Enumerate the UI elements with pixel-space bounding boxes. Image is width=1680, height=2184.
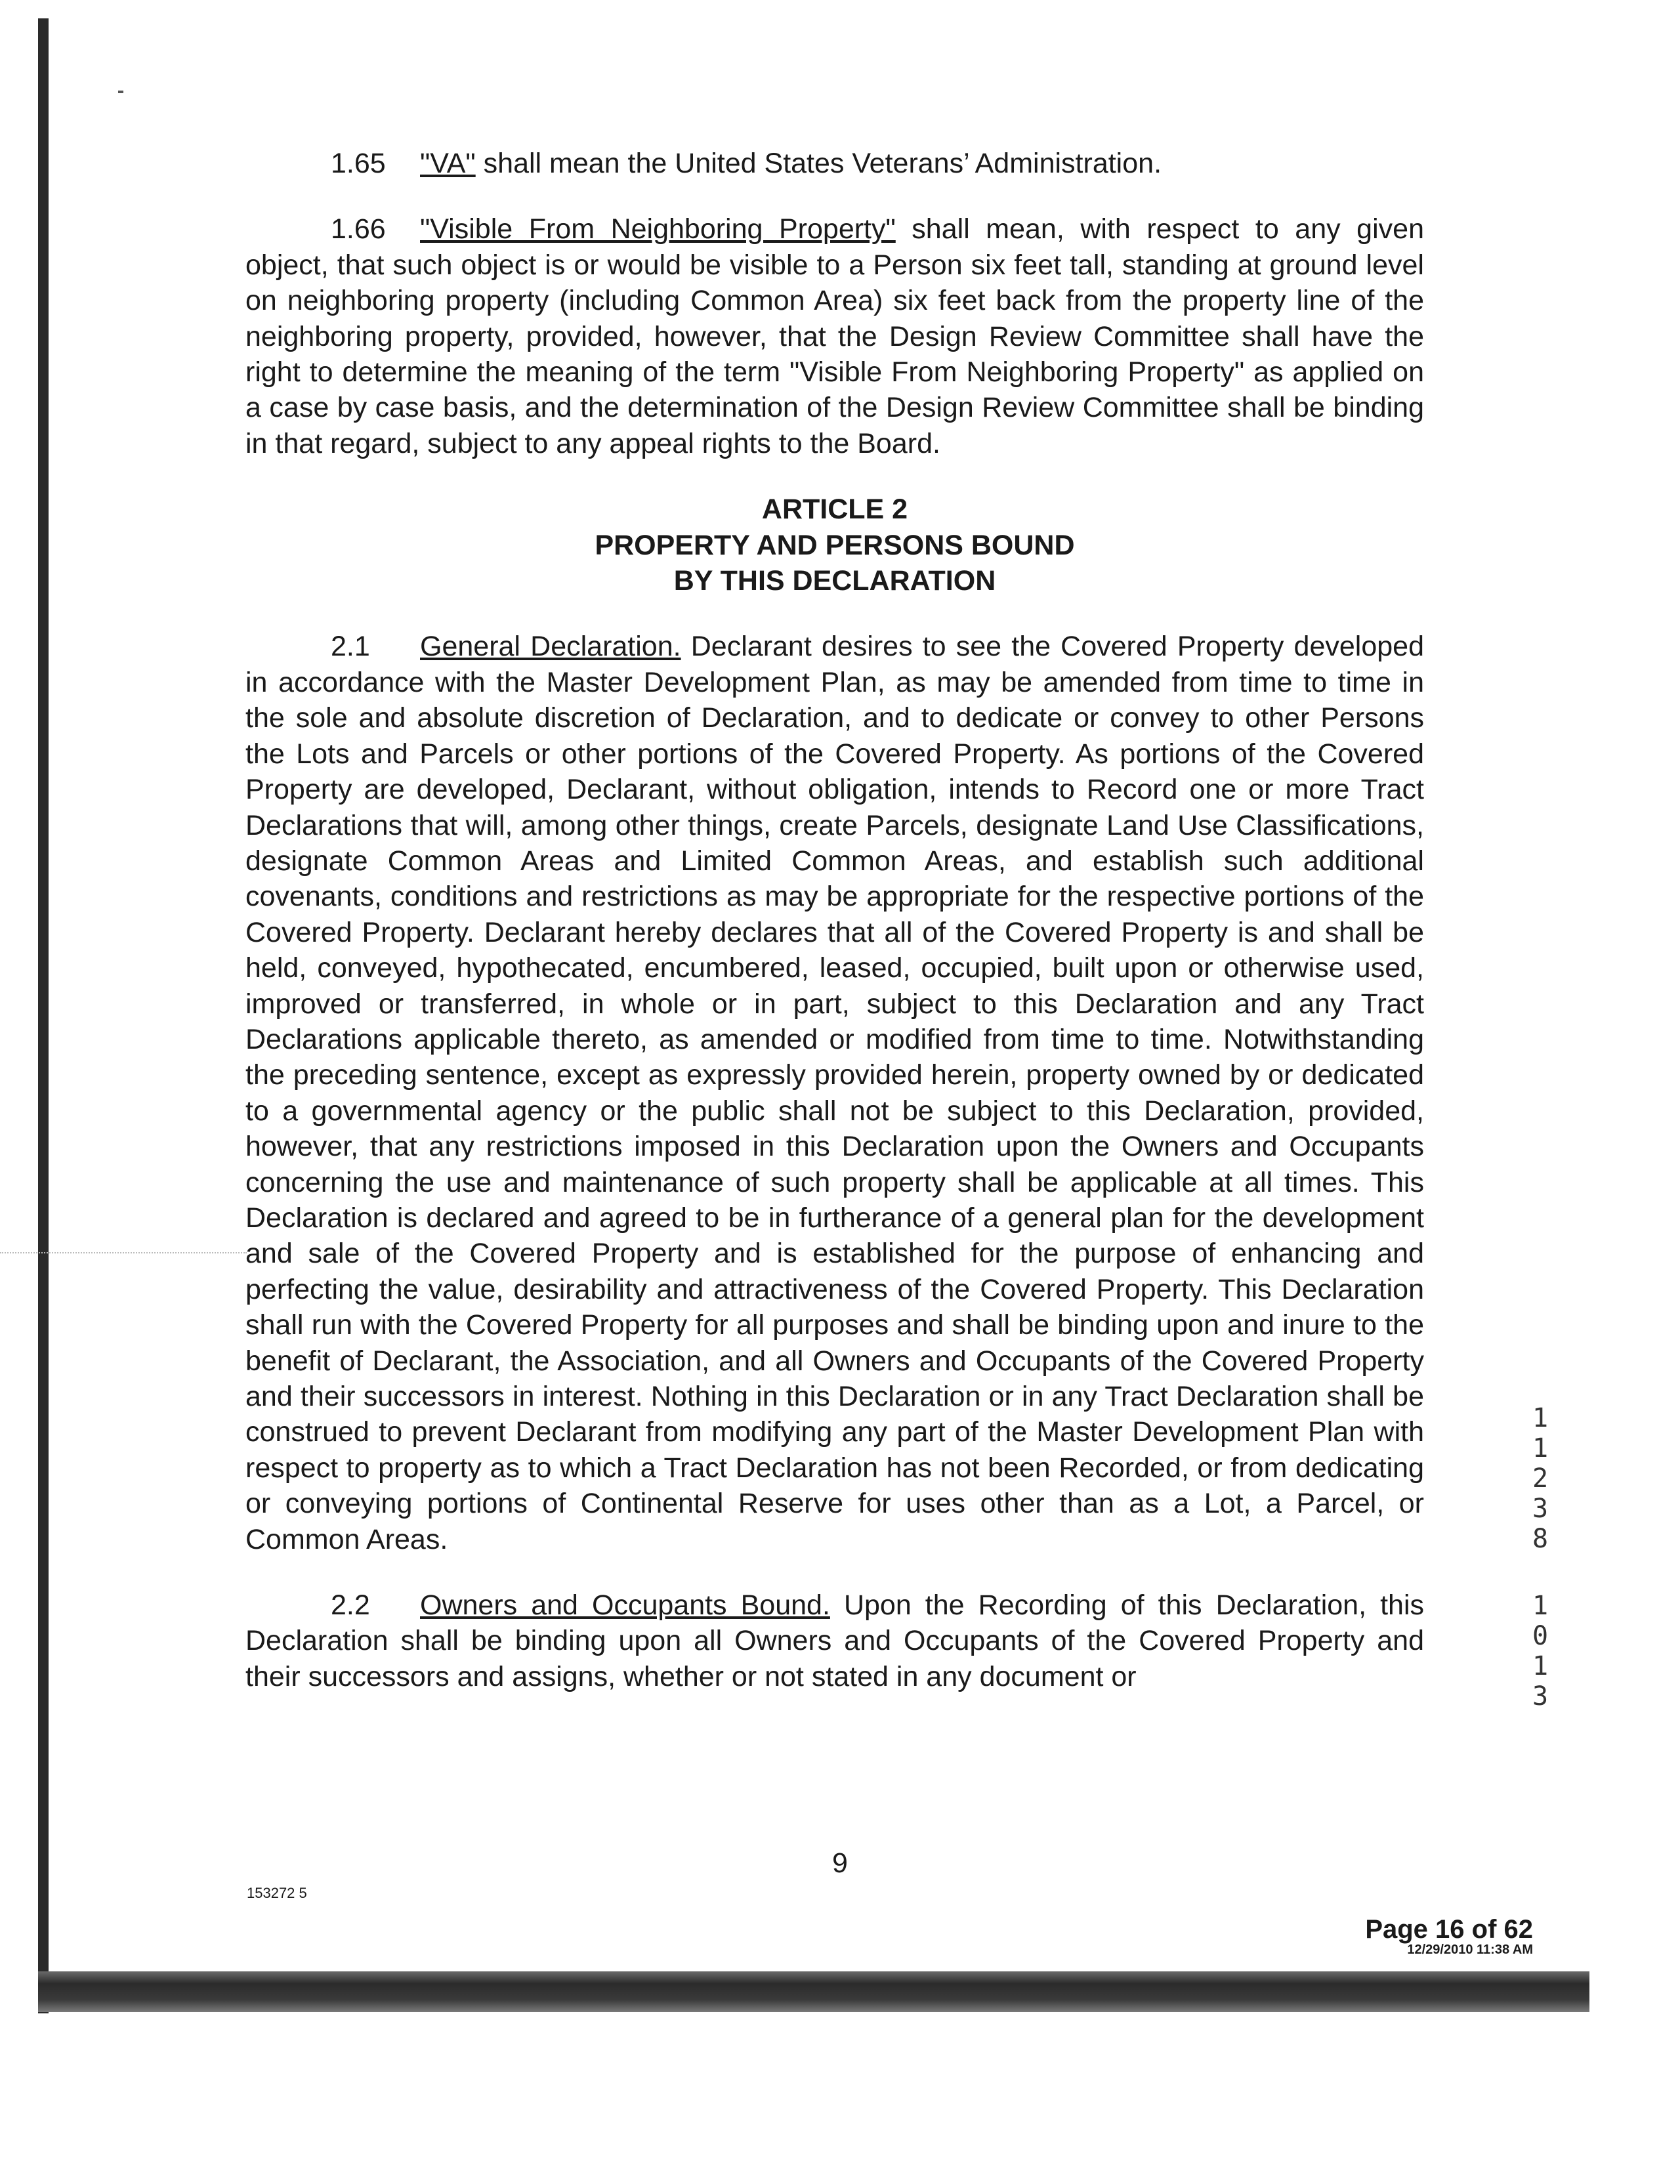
section-1-66 [245,211,1424,461]
scan-dotted-line [0,1252,247,1253]
section-title: General Declaration. [420,631,681,663]
margin-digit: 1 [1532,1651,1549,1681]
section-2-1 [245,629,1424,1557]
defined-term: "VA" [420,148,476,179]
section-number: 2.2 [331,1589,370,1622]
document-id: 153272 5 [247,1885,307,1901]
margin-recording-code-upper [1524,1403,1557,1554]
section-text: shall mean, with respect to any given object, that such object is or would be visible to a Person six feet tall, standing at ground level on neighboring property (including Common Area) six feet back from the property line of the neighboring property, provided, however, that the Design Review Committee shall have the right to determine the meaning of the term "Visible From Neighboring Property" as applied on a case by case basis, and the determination of the Design Review Committee shall be binding in that regard, subject to any appeal rights to the Board. [245,213,1424,459]
margin-digit: 1 [1532,1433,1549,1463]
margin-digit: 3 [1532,1681,1549,1712]
margin-recording-code-lower [1524,1591,1557,1712]
spacer [245,1557,1424,1587]
margin-digit: 3 [1532,1494,1549,1524]
document-body [245,146,1424,1694]
article-heading-line-2: PROPERTY AND PERSONS BOUND [595,529,1075,561]
defined-term: "Visible From Neighboring Property" [420,213,896,245]
margin-digit: 8 [1532,1524,1549,1554]
scan-speck [118,91,123,93]
section-number: 1.65 [331,148,386,179]
spacer [245,181,1424,211]
scan-edge-bottom [38,1971,1589,2012]
section-number: 1.66 [331,213,386,245]
margin-digit: 2 [1532,1463,1549,1494]
spacer [245,598,1424,629]
section-text: Declarant desires to see the Covered Property developed in accordance with the Master Development Plan, as may be amended from time to time in the sole and absolute discretion of Declaration, and to dedicate or convey to other Persons the Lots and Parcels or other portions of the Covered Property. As portions of the Covered Property are developed, Declarant, without obligation, intends to Record one or more Tract Declarations that will, among other things, create Parcels, designate Land Use Classifications, designate Common Areas and Limited Common Areas, and establish such additional covenants, conditions and restrictions as may be appropriate for the respective portions of the Covered Property. Declarant hereby declares that all of the Covered Property is and shall be held, conveyed, hypothecated, encumbered, leased, occupied, built upon or otherwise used, improved or transferred, in whole or in part, subject to this Declaration and any Tract Declarations applicable thereto, as amended or modified from time to time. Notwithstanding the preceding sentence, except as expressly provided herein, property owned by or dedicated to a governmental agency or the public shall not be subject to this Declaration, provided, however, that any restrictions imposed in this Declaration upon the Owners and Occupants concerning the use and maintenance of such property shall be applicable at all times. This Declaration is declared and agreed to be in furtherance of a general plan for the development and sale of the Covered Property and is established for the purpose of enhancing and perfecting the value, desirability and attractiveness of the Covered Property. This Declaration shall run with the Covered Property for all purposes and shall be binding upon and inure to the benefit of Declarant, the Association, and all Owners and Occupants of the Covered Property and their successors in interest. Nothing in this Declaration or in any Tract Declaration shall be construed to prevent Declarant from modifying any part of the Master Development Plan with respect to property as to which a Tract Declaration has not been Recorded, or from dedicating or conveying portions of Continental Reserve for uses other than as a Lot, a Parcel, or Common Areas. [245,631,1424,1555]
page-number: 9 [832,1847,848,1879]
scan-edge-left [38,18,49,2013]
section-text: Upon the Recording of this Declaration, this Declaration shall be binding upon all Owners and Occupants of the Covered Property and their successors and assigns, whether or not stated in any document or [245,1589,1424,1692]
section-2-2 [245,1587,1424,1694]
article-heading-line-1: ARTICLE 2 [761,494,908,526]
print-timestamp: 12/29/2010 11:38 AM [1407,1942,1533,1957]
page-count: Page 16 of 62 [1365,1915,1533,1944]
article-heading-line-3: BY THIS DECLARATION [673,565,996,597]
section-title: Owners and Occupants Bound. [420,1589,830,1622]
section-number: 2.1 [331,631,370,663]
spacer [245,461,1424,492]
section-1-65 [245,146,1424,181]
margin-digit: 1 [1532,1591,1549,1621]
margin-digit: 1 [1532,1403,1549,1433]
margin-digit: 0 [1532,1621,1549,1651]
section-text: shall mean the United States Veterans’ Administration. [475,148,1162,179]
